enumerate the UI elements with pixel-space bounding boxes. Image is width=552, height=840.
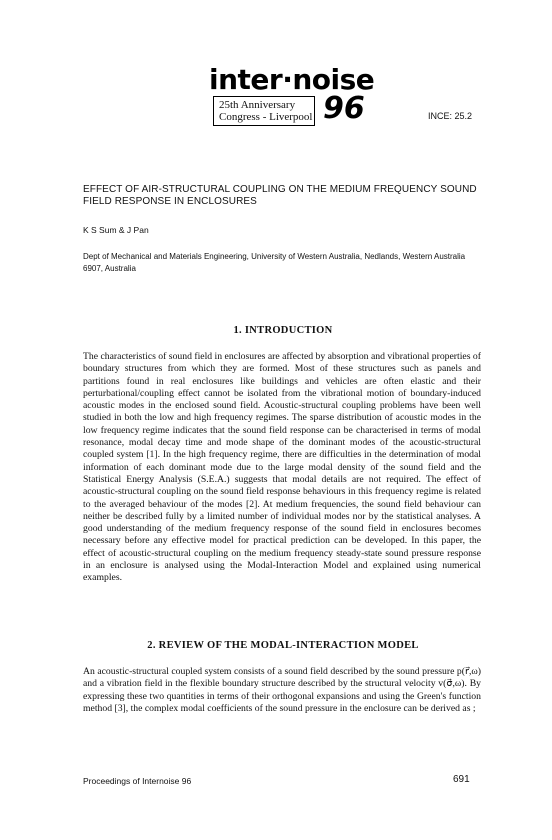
footer-proceedings: Proceedings of Internoise 96 [83, 776, 192, 786]
conference-logo [205, 65, 375, 135]
paper-affiliation: Dept of Mechanical and Materials Engineering, University of Western Australia, Nedlands, Western Australia 6907, Australia [83, 252, 466, 273]
ince-code: INCE: 25.2 [428, 111, 473, 121]
paper-authors: K S Sum & J Pan [83, 225, 149, 235]
logo-congress-line: Congress - Liverpool [219, 111, 313, 123]
logo-wordmark: inter·noise [209, 63, 375, 96]
logo-year: 96 [323, 91, 365, 126]
logo-subtitle-box [213, 96, 315, 126]
section-body-review: An acoustic-structural coupled system consists of a sound field described by the sound pressure p(r⃗,ω) and a vibration field in the flexible boundary structure described by the structural velocity v(σ⃗,ω). By expressing these two quantities in terms of their orthogonal expansions and using the Green's function method [3], the complex modal coefficients of the sound pressure in the enclosure can be derived as ; [83, 666, 481, 714]
section-heading-review: 2. REVIEW OF THE MODAL-INTERACTION MODEL [147, 640, 419, 651]
logo-anniversary-line: 25th Anniversary [219, 99, 296, 111]
section-heading-introduction: 1. INTRODUCTION [233, 325, 333, 336]
paper-title: EFFECT OF AIR-STRUCTURAL COUPLING ON THE MEDIUM FREQUENCY SOUND FIELD RESPONSE IN ENCLOSURES [83, 184, 477, 207]
page-number: 691 [453, 774, 470, 785]
section-body-introduction: The characteristics of sound field in enclosures are affected by absorption and vibrational properties of boundary structures from which they are formed. Most of these structures such as panels and partitions found in real enclosures like buildings and vehicles are often elastic and their perturbational/coupling effect cannot be isolated from the vibrational motion of boundary-induced acoustic modes in the enclosed sound field. Acoustic-structural coupling problems have been well studied in both the low and high frequency regimes. The sparse distribution of acoustic modes in the low frequency regime indicates that the sound field response can be characterised in terms of modal resonance, modal decay time and mode shape of the dominant modes of the acoustic-structural coupled system [1]. In the high frequency regime, there are difficulties in the determination of modal information of each dominant mode due to the large modal density of the sound field and the Statistical Energy Analysis (S.E.A.) suggests that modal details are not required. The effect of acoustic-structural coupling on the sound field response behaviours in this frequency regime is related to the averaged behaviour of the modes [2]. At medium frequencies, the sound field behaviour can neither be described fully by a limited number of individual modes nor by the statistical analyses. A good understanding of the medium frequency response of the sound field in enclosures becomes necessary before any effective model for practical prediction can be developed. In this paper, the effect of acoustic-structural coupling on the medium frequency steady-state sound pressure response in an enclosure is analysed using the Modal-Interaction Model and explained using numerical examples. [83, 351, 481, 584]
